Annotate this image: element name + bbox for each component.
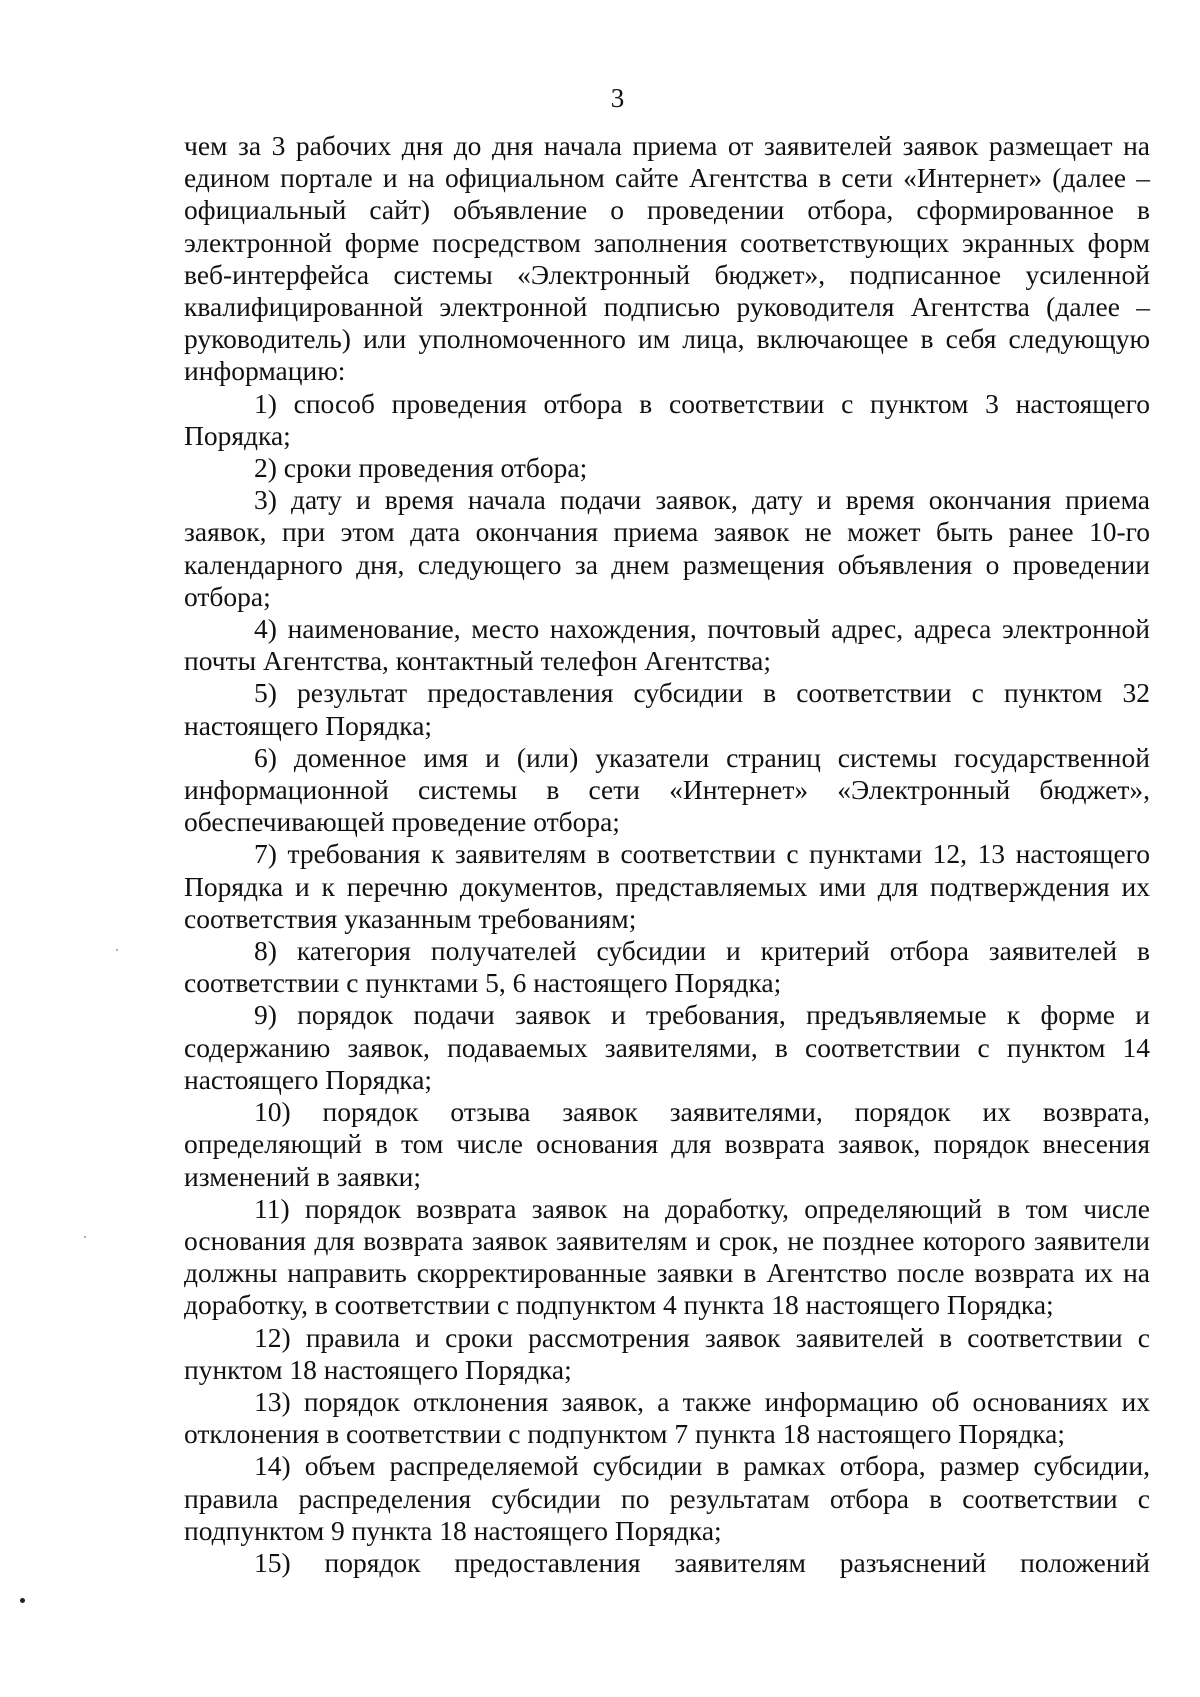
list-item-2: 2) сроки проведения отбора; [254, 452, 588, 484]
list-item-6: 6) доменное имя и (или) указатели страниц системы государственной информационной системы в сети «Интернет» «Электронный бюджет», обеспечивающей проведение отбора; [184, 741, 1150, 838]
scan-speck-mark [84, 1236, 86, 1238]
list-item-14: 14) объем распределяемой субсидии в рамках отбора, размер субсидии, правила распределения субсидии по результатам отбора в соответствии с подпунктом 9 пункта 18 настоящего Порядка; [184, 1450, 1150, 1546]
list-item-3: 3) дату и время начала подачи заявок, дату и время окончания приема заявок, при этом дата окончания приема заявок не может быть ранее 10-го календарного дня, следующего за днем размещения объявления о проведении отбора; [184, 484, 1150, 612]
paragraph-intro: чем за 3 рабочих дня до дня начала приема от заявителей заявок размещает на едином портале и на официальном сайте Агентства в сети «Интернет» (далее – официальный сайт) объявление о проведении отбора, сформированное в электронной форме посредством заполнения соответствующих экранных форм веб-интерфейса системы «Электронный бюджет», подписанное усиленной квалифицированной электронной подписью руководителя Агентства (далее – руководитель) или уполномоченного им лица, включающее в себя следующую информацию: [184, 130, 1150, 387]
scan-dot-mark [20, 1598, 25, 1603]
list-item-9: 9) порядок подачи заявок и требования, предъявляемые к форме и содержанию заявок, подаваемых заявителями, в соответствии с пунктом 14 настоящего Порядка; [184, 999, 1150, 1095]
list-item-5: 5) результат предоставления субсидии в соответствии с пунктом 32 настоящего Порядка; [184, 677, 1150, 741]
list-item-10: 10) порядок отзыва заявок заявителями, порядок их возврата, определяющий в том числе основания для возврата заявок, порядок внесения изменений в заявки; [184, 1096, 1150, 1192]
scan-speck-mark [116, 949, 118, 951]
list-item-12: 12) правила и сроки рассмотрения заявок заявителей в соответствии с пунктом 18 настоящего Порядка; [184, 1321, 1150, 1385]
page-number: 3 [610, 83, 625, 113]
list-item-8: 8) категория получателей субсидии и критерий отбора заявителей в соответствии с пунктами 5, 6 настоящего Порядка; [184, 935, 1150, 999]
list-item-13: 13) порядок отклонения заявок, а также информацию об основаниях их отклонения в соответствии с подпунктом 7 пункта 18 настоящего Порядка; [184, 1385, 1150, 1450]
list-item-11: 11) порядок возврата заявок на доработку, определяющий в том числе основания для возврата заявок заявителям и срок, не позднее которого заявители должны направить скорректированные заявки в Агентство после возврата их на доработку, в соответствии с подпунктом 4 пункта 18 настоящего Порядка; [184, 1192, 1150, 1321]
document-body [184, 130, 1150, 1579]
list-item-15: 15) порядок предоставления заявителям разъяснений положений [254, 1546, 1150, 1578]
list-item-1: 1) способ проведения отбора в соответствии с пунктом 3 настоящего Порядка; [184, 387, 1150, 451]
list-item-7: 7) требования к заявителям в соответствии с пунктами 12, 13 настоящего Порядка и к перечню документов, представляемых ими для подтверждения их соответствия указанным требованиям; [184, 838, 1150, 934]
list-item-4: 4) наименование, место нахождения, почтовый адрес, адреса электронной почты Агентства, контактный телефон Агентства; [184, 613, 1150, 677]
